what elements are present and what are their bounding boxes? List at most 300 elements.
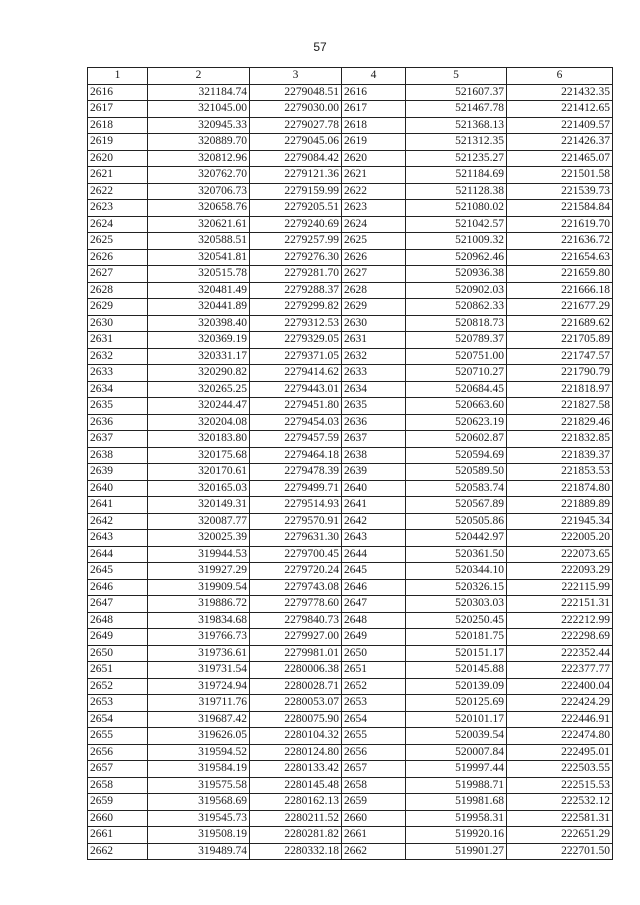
table-cell-col-4: 2654 <box>342 711 406 728</box>
table-cell-col-6: 222446.91 <box>507 711 613 728</box>
table-cell-col-4: 2658 <box>342 777 406 794</box>
table-cell-col-2: 319886.72 <box>148 596 250 613</box>
table-cell-col-6: 222503.55 <box>507 761 613 778</box>
table-cell-col-3: 2280133.42 <box>250 761 342 778</box>
table-cell-col-4: 2619 <box>342 134 406 151</box>
table-cell-col-3: 2279514.93 <box>250 497 342 514</box>
table-row <box>88 249 613 266</box>
table-cell-col-2: 319944.53 <box>148 546 250 563</box>
table-cell-col-6: 221677.29 <box>507 299 613 316</box>
table-row <box>88 843 613 860</box>
table-row <box>88 447 613 464</box>
table-cell-col-5: 520962.46 <box>406 249 507 266</box>
table-row <box>88 266 613 283</box>
table-cell-col-5: 520303.03 <box>406 596 507 613</box>
table-cell-col-6: 221636.72 <box>507 233 613 250</box>
table-cell-col-1: 2647 <box>88 596 148 613</box>
table-cell-col-6: 222400.04 <box>507 678 613 695</box>
table-cell-col-1: 2634 <box>88 381 148 398</box>
table-cell-col-1: 2650 <box>88 645 148 662</box>
table-cell-col-5: 521235.27 <box>406 150 507 167</box>
table-cell-col-3: 2279720.24 <box>250 563 342 580</box>
table-cell-col-4: 2623 <box>342 200 406 217</box>
table-cell-col-4: 2662 <box>342 843 406 860</box>
table-cell-col-2: 320087.77 <box>148 513 250 530</box>
table-cell-col-2: 319687.42 <box>148 711 250 728</box>
table-row <box>88 117 613 134</box>
table-cell-col-3: 2280124.80 <box>250 744 342 761</box>
table-row <box>88 348 613 365</box>
table-cell-col-4: 2636 <box>342 414 406 431</box>
table-cell-col-4: 2617 <box>342 101 406 118</box>
table-cell-col-2: 320265.25 <box>148 381 250 398</box>
table-cell-col-5: 520145.88 <box>406 662 507 679</box>
table-row <box>88 414 613 431</box>
table-cell-col-1: 2660 <box>88 810 148 827</box>
table-cell-col-5: 520442.97 <box>406 530 507 547</box>
header-col-4: 4 <box>342 68 406 85</box>
table-row <box>88 84 613 101</box>
table-cell-col-4: 2628 <box>342 282 406 299</box>
table-cell-col-5: 519958.31 <box>406 810 507 827</box>
table-cell-col-3: 2279451.80 <box>250 398 342 415</box>
table-cell-col-1: 2659 <box>88 794 148 811</box>
table-cell-col-5: 519901.27 <box>406 843 507 860</box>
table-cell-col-4: 2630 <box>342 315 406 332</box>
table-cell-col-6: 222005.20 <box>507 530 613 547</box>
table-row <box>88 332 613 349</box>
table-cell-col-5: 520818.73 <box>406 315 507 332</box>
table-cell-col-2: 320290.82 <box>148 365 250 382</box>
table-cell-col-2: 320244.47 <box>148 398 250 415</box>
header-col-3: 3 <box>250 68 342 85</box>
table-cell-col-6: 221666.18 <box>507 282 613 299</box>
table-cell-col-4: 2650 <box>342 645 406 662</box>
table-cell-col-5: 520505.86 <box>406 513 507 530</box>
table-row <box>88 381 613 398</box>
table-cell-col-5: 521080.02 <box>406 200 507 217</box>
header-row <box>88 68 613 85</box>
table-cell-col-3: 2279205.51 <box>250 200 342 217</box>
table-cell-col-2: 319489.74 <box>148 843 250 860</box>
table-cell-col-3: 2279457.59 <box>250 431 342 448</box>
table-row <box>88 480 613 497</box>
table-cell-col-5: 521042.57 <box>406 216 507 233</box>
table-cell-col-3: 2279778.60 <box>250 596 342 613</box>
table-cell-col-2: 320945.33 <box>148 117 250 134</box>
table-cell-col-2: 320762.70 <box>148 167 250 184</box>
table-cell-col-3: 2280145.48 <box>250 777 342 794</box>
table-cell-col-5: 520602.87 <box>406 431 507 448</box>
table-row <box>88 612 613 629</box>
table-row <box>88 513 613 530</box>
table-cell-col-3: 2279288.37 <box>250 282 342 299</box>
table-row <box>88 678 613 695</box>
table-cell-col-2: 319626.05 <box>148 728 250 745</box>
table-cell-col-4: 2649 <box>342 629 406 646</box>
table-cell-col-4: 2638 <box>342 447 406 464</box>
table-cell-col-4: 2616 <box>342 84 406 101</box>
table-cell-col-3: 2279478.39 <box>250 464 342 481</box>
table-cell-col-1: 2618 <box>88 117 148 134</box>
table-cell-col-4: 2620 <box>342 150 406 167</box>
table-row <box>88 546 613 563</box>
table-cell-col-2: 319909.54 <box>148 579 250 596</box>
table-cell-col-1: 2622 <box>88 183 148 200</box>
table-row <box>88 596 613 613</box>
table-cell-col-1: 2624 <box>88 216 148 233</box>
table-cell-col-3: 2279045.06 <box>250 134 342 151</box>
table-cell-col-2: 319711.76 <box>148 695 250 712</box>
table-cell-col-5: 520139.09 <box>406 678 507 695</box>
table-cell-col-2: 320183.80 <box>148 431 250 448</box>
table-cell-col-2: 319731.54 <box>148 662 250 679</box>
table-cell-col-6: 221839.37 <box>507 447 613 464</box>
table-cell-col-2: 319575.58 <box>148 777 250 794</box>
table-cell-col-1: 2639 <box>88 464 148 481</box>
table-cell-col-3: 2280211.52 <box>250 810 342 827</box>
table-cell-col-6: 222515.53 <box>507 777 613 794</box>
table-cell-col-6: 221539.73 <box>507 183 613 200</box>
table-cell-col-1: 2625 <box>88 233 148 250</box>
table-cell-col-5: 521312.35 <box>406 134 507 151</box>
table-cell-col-1: 2628 <box>88 282 148 299</box>
table-cell-col-1: 2632 <box>88 348 148 365</box>
table-cell-col-2: 319766.73 <box>148 629 250 646</box>
table-cell-col-1: 2657 <box>88 761 148 778</box>
table-cell-col-5: 521184.69 <box>406 167 507 184</box>
table-cell-col-4: 2652 <box>342 678 406 695</box>
table-cell-col-2: 320541.81 <box>148 249 250 266</box>
table-cell-col-5: 520344.10 <box>406 563 507 580</box>
table-cell-col-5: 521368.13 <box>406 117 507 134</box>
table-cell-col-4: 2635 <box>342 398 406 415</box>
table-cell-col-5: 520936.38 <box>406 266 507 283</box>
table-cell-col-5: 520684.45 <box>406 381 507 398</box>
table-cell-col-5: 521128.38 <box>406 183 507 200</box>
table-cell-col-5: 521009.32 <box>406 233 507 250</box>
table-row <box>88 810 613 827</box>
table-row <box>88 200 613 217</box>
table-row <box>88 101 613 118</box>
table-cell-col-6: 221827.58 <box>507 398 613 415</box>
table-row <box>88 629 613 646</box>
table-cell-col-3: 2279981.01 <box>250 645 342 662</box>
table-cell-col-1: 2656 <box>88 744 148 761</box>
table-cell-col-3: 2279027.78 <box>250 117 342 134</box>
table-cell-col-4: 2660 <box>342 810 406 827</box>
table-cell-col-5: 521607.37 <box>406 84 507 101</box>
table-cell-col-4: 2639 <box>342 464 406 481</box>
table-cell-col-1: 2617 <box>88 101 148 118</box>
table-cell-col-4: 2626 <box>342 249 406 266</box>
table-body <box>88 84 613 860</box>
table-cell-col-1: 2629 <box>88 299 148 316</box>
table-cell-col-4: 2648 <box>342 612 406 629</box>
header-col-5: 5 <box>406 68 507 85</box>
table-row <box>88 711 613 728</box>
table-cell-col-3: 2279281.70 <box>250 266 342 283</box>
table-cell-col-4: 2631 <box>342 332 406 349</box>
table-cell-col-3: 2280281.82 <box>250 827 342 844</box>
table-cell-col-6: 221501.58 <box>507 167 613 184</box>
table-row <box>88 563 613 580</box>
table-cell-col-2: 320175.68 <box>148 447 250 464</box>
table-cell-col-6: 221409.57 <box>507 117 613 134</box>
table-cell-col-1: 2648 <box>88 612 148 629</box>
table-cell-col-1: 2653 <box>88 695 148 712</box>
table-cell-col-6: 221747.57 <box>507 348 613 365</box>
table-cell-col-6: 221426.37 <box>507 134 613 151</box>
table-cell-col-1: 2643 <box>88 530 148 547</box>
table-row <box>88 299 613 316</box>
table-cell-col-5: 520902.03 <box>406 282 507 299</box>
table-cell-col-6: 221705.89 <box>507 332 613 349</box>
table-cell-col-1: 2635 <box>88 398 148 415</box>
table-cell-col-6: 221584.84 <box>507 200 613 217</box>
table-cell-col-5: 520710.27 <box>406 365 507 382</box>
table-row <box>88 761 613 778</box>
table-cell-col-4: 2634 <box>342 381 406 398</box>
table-row <box>88 744 613 761</box>
table-cell-col-4: 2644 <box>342 546 406 563</box>
table-cell-col-4: 2657 <box>342 761 406 778</box>
table-cell-col-5: 520594.69 <box>406 447 507 464</box>
table-cell-col-6: 221832.85 <box>507 431 613 448</box>
table-cell-col-1: 2649 <box>88 629 148 646</box>
table-row <box>88 431 613 448</box>
table-row <box>88 282 613 299</box>
table-cell-col-1: 2641 <box>88 497 148 514</box>
table-cell-col-2: 321045.00 <box>148 101 250 118</box>
table-cell-col-2: 320812.96 <box>148 150 250 167</box>
table-cell-col-3: 2279927.00 <box>250 629 342 646</box>
table-row <box>88 167 613 184</box>
table-cell-col-1: 2620 <box>88 150 148 167</box>
table-cell-col-6: 221689.62 <box>507 315 613 332</box>
table-row <box>88 777 613 794</box>
table-cell-col-5: 520361.50 <box>406 546 507 563</box>
table-cell-col-3: 2279121.36 <box>250 167 342 184</box>
table-cell-col-6: 221853.53 <box>507 464 613 481</box>
table-row <box>88 365 613 382</box>
table-row <box>88 464 613 481</box>
table-cell-col-5: 520862.33 <box>406 299 507 316</box>
table-cell-col-4: 2629 <box>342 299 406 316</box>
table-cell-col-6: 221818.97 <box>507 381 613 398</box>
table-cell-col-4: 2655 <box>342 728 406 745</box>
table-cell-col-6: 222212.99 <box>507 612 613 629</box>
table-cell-col-5: 519920.16 <box>406 827 507 844</box>
table-cell-col-1: 2633 <box>88 365 148 382</box>
table-cell-col-5: 521467.78 <box>406 101 507 118</box>
table-cell-col-3: 2279443.01 <box>250 381 342 398</box>
table-cell-col-2: 320621.61 <box>148 216 250 233</box>
table-cell-col-2: 320149.31 <box>148 497 250 514</box>
table-cell-col-1: 2627 <box>88 266 148 283</box>
table-cell-col-3: 2280075.90 <box>250 711 342 728</box>
table-cell-col-6: 222115.99 <box>507 579 613 596</box>
table-cell-col-6: 221465.07 <box>507 150 613 167</box>
table-cell-col-3: 2279464.18 <box>250 447 342 464</box>
table-cell-col-1: 2658 <box>88 777 148 794</box>
table-cell-col-5: 520101.17 <box>406 711 507 728</box>
coordinates-table <box>87 67 613 860</box>
table-cell-col-5: 520151.17 <box>406 645 507 662</box>
table-cell-col-1: 2646 <box>88 579 148 596</box>
table-cell-col-5: 520567.89 <box>406 497 507 514</box>
table-cell-col-3: 2280006.38 <box>250 662 342 679</box>
table-cell-col-4: 2618 <box>342 117 406 134</box>
table-cell-col-4: 2622 <box>342 183 406 200</box>
table-cell-col-6: 222474.80 <box>507 728 613 745</box>
table-cell-col-3: 2279570.91 <box>250 513 342 530</box>
table-cell-col-2: 319736.61 <box>148 645 250 662</box>
table-cell-col-2: 320481.49 <box>148 282 250 299</box>
header-col-1: 1 <box>88 68 148 85</box>
table-cell-col-2: 320170.61 <box>148 464 250 481</box>
table-cell-col-4: 2645 <box>342 563 406 580</box>
table-cell-col-1: 2623 <box>88 200 148 217</box>
table-cell-col-1: 2642 <box>88 513 148 530</box>
table-cell-col-5: 520789.37 <box>406 332 507 349</box>
table-cell-col-3: 2280104.32 <box>250 728 342 745</box>
table-cell-col-4: 2643 <box>342 530 406 547</box>
table-cell-col-6: 221889.89 <box>507 497 613 514</box>
table-row <box>88 662 613 679</box>
page-number: 57 <box>313 40 327 54</box>
table-cell-col-2: 320331.17 <box>148 348 250 365</box>
table-cell-col-2: 320369.19 <box>148 332 250 349</box>
table-cell-col-1: 2616 <box>88 84 148 101</box>
table-cell-col-4: 2647 <box>342 596 406 613</box>
table-cell-col-6: 222151.31 <box>507 596 613 613</box>
table-row <box>88 794 613 811</box>
table-cell-col-3: 2279276.30 <box>250 249 342 266</box>
table-cell-col-1: 2662 <box>88 843 148 860</box>
table-cell-col-6: 222377.77 <box>507 662 613 679</box>
table-row <box>88 134 613 151</box>
table-cell-col-4: 2625 <box>342 233 406 250</box>
table-cell-col-1: 2626 <box>88 249 148 266</box>
table-row <box>88 216 613 233</box>
table-row <box>88 183 613 200</box>
table-cell-col-4: 2633 <box>342 365 406 382</box>
table-row <box>88 728 613 745</box>
table-cell-col-2: 320025.39 <box>148 530 250 547</box>
table-row <box>88 398 613 415</box>
table-row <box>88 233 613 250</box>
table-cell-col-5: 520181.75 <box>406 629 507 646</box>
table-cell-col-6: 222298.69 <box>507 629 613 646</box>
table-cell-col-6: 221659.80 <box>507 266 613 283</box>
table-cell-col-1: 2645 <box>88 563 148 580</box>
table-cell-col-1: 2636 <box>88 414 148 431</box>
table-cell-col-5: 519981.68 <box>406 794 507 811</box>
table-cell-col-6: 222651.29 <box>507 827 613 844</box>
table-row <box>88 150 613 167</box>
table-cell-col-2: 319584.19 <box>148 761 250 778</box>
table-cell-col-5: 520751.00 <box>406 348 507 365</box>
table-cell-col-2: 320515.78 <box>148 266 250 283</box>
table-cell-col-4: 2659 <box>342 794 406 811</box>
table-cell-col-4: 2653 <box>342 695 406 712</box>
table-cell-col-6: 221432.35 <box>507 84 613 101</box>
table-cell-col-3: 2279840.73 <box>250 612 342 629</box>
table-cell-col-5: 520663.60 <box>406 398 507 415</box>
table-cell-col-4: 2640 <box>342 480 406 497</box>
table-cell-col-2: 320165.03 <box>148 480 250 497</box>
table-cell-col-5: 520007.84 <box>406 744 507 761</box>
table-cell-col-1: 2630 <box>88 315 148 332</box>
table-cell-col-6: 222495.01 <box>507 744 613 761</box>
table-cell-col-2: 319594.52 <box>148 744 250 761</box>
table-cell-col-6: 221874.80 <box>507 480 613 497</box>
table-cell-col-3: 2279454.03 <box>250 414 342 431</box>
table-cell-col-4: 2661 <box>342 827 406 844</box>
table-cell-col-4: 2624 <box>342 216 406 233</box>
table-cell-col-6: 221412.65 <box>507 101 613 118</box>
table-row <box>88 579 613 596</box>
table-cell-col-2: 320658.76 <box>148 200 250 217</box>
table-cell-col-2: 319724.94 <box>148 678 250 695</box>
table-cell-col-3: 2280053.07 <box>250 695 342 712</box>
header-col-2: 2 <box>148 68 250 85</box>
table-cell-col-4: 2641 <box>342 497 406 514</box>
table-cell-col-3: 2279499.71 <box>250 480 342 497</box>
table-row <box>88 645 613 662</box>
table-cell-col-5: 520250.45 <box>406 612 507 629</box>
table-cell-col-1: 2654 <box>88 711 148 728</box>
table-cell-col-2: 320398.40 <box>148 315 250 332</box>
table-row <box>88 315 613 332</box>
table-cell-col-2: 320889.70 <box>148 134 250 151</box>
table-cell-col-2: 320706.73 <box>148 183 250 200</box>
table-cell-col-6: 221790.79 <box>507 365 613 382</box>
table-cell-col-3: 2279048.51 <box>250 84 342 101</box>
table-cell-col-4: 2621 <box>342 167 406 184</box>
table-cell-col-4: 2656 <box>342 744 406 761</box>
table-cell-col-6: 222532.12 <box>507 794 613 811</box>
table-cell-col-5: 519988.71 <box>406 777 507 794</box>
header-col-6: 6 <box>507 68 613 85</box>
table-cell-col-3: 2279030.00 <box>250 101 342 118</box>
table-cell-col-3: 2279299.82 <box>250 299 342 316</box>
table-cell-col-3: 2279257.99 <box>250 233 342 250</box>
table-cell-col-3: 2279371.05 <box>250 348 342 365</box>
table-cell-col-1: 2621 <box>88 167 148 184</box>
table-cell-col-4: 2642 <box>342 513 406 530</box>
table-cell-col-6: 222093.29 <box>507 563 613 580</box>
table-cell-col-6: 221945.34 <box>507 513 613 530</box>
table-cell-col-1: 2637 <box>88 431 148 448</box>
table-cell-col-1: 2631 <box>88 332 148 349</box>
table-cell-col-6: 222352.44 <box>507 645 613 662</box>
table-cell-col-3: 2279414.62 <box>250 365 342 382</box>
table-cell-col-2: 320588.51 <box>148 233 250 250</box>
table-cell-col-2: 319545.73 <box>148 810 250 827</box>
table-cell-col-2: 320441.89 <box>148 299 250 316</box>
table-cell-col-5: 520039.54 <box>406 728 507 745</box>
table-cell-col-2: 319834.68 <box>148 612 250 629</box>
table-cell-col-6: 221829.46 <box>507 414 613 431</box>
table-cell-col-2: 319508.19 <box>148 827 250 844</box>
table-row <box>88 827 613 844</box>
table-cell-col-1: 2619 <box>88 134 148 151</box>
table-cell-col-1: 2655 <box>88 728 148 745</box>
table-cell-col-2: 320204.08 <box>148 414 250 431</box>
table-cell-col-5: 520583.74 <box>406 480 507 497</box>
